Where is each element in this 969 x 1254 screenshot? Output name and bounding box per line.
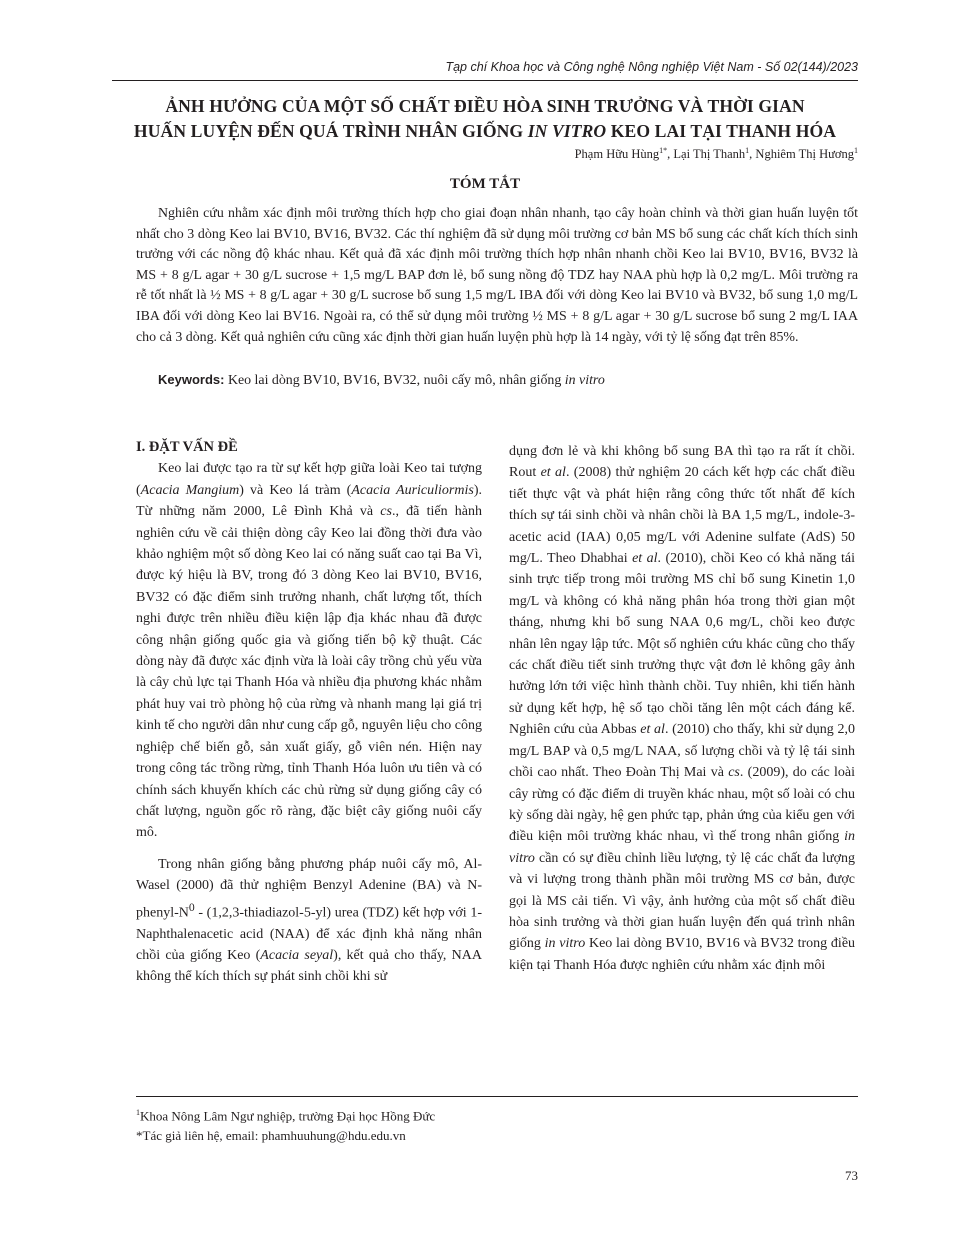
paragraph-1 — [136, 458, 482, 843]
footnote-contact: *Tác giả liên hệ, email: phamhuuhung@hdu.edu.vn — [136, 1128, 406, 1144]
p3-italic-2: et al — [632, 551, 658, 567]
author-1: Phạm Hữu Hùng — [574, 147, 660, 162]
keywords-italic: in vitro — [564, 373, 605, 388]
author-3: , Nghiêm Thị Hương — [749, 147, 854, 162]
footnotes — [136, 1103, 858, 1146]
keywords-label: Keywords: — [158, 372, 225, 387]
p2-text-c: ), kết quả cho thấy, NAA không thể kích thích sự phát sinh chồi khi sử — [136, 948, 482, 985]
header-rule — [112, 80, 858, 81]
p3-text-b: . (2008) thử nghiệm 20 cách kết hợp các chất điều tiết thực vật và phát hiện rằng công thức tốt nhất để kích thích sự tái sinh chồi và nhân chồi là BA 1,5 mg/L, indole-3-acetic acid (IAA) 0,05 mg/L với Adenine sulfate (AdS) 50 mg/L. Theo Dhabhai — [509, 465, 856, 567]
abstract-text: Nghiên cứu nhằm xác định môi trường thích hợp cho giai đoạn nhân nhanh, tạo cây hoàn chỉnh và thời gian huấn luyện tốt nhất cho 3 dòng Keo lai BV10, BV16, BV32. Các thí nghiệm đã sử dụng môi trường cơ bản MS bổ sung các chất kích thích sinh trưởng với các nồng độ khác nhau. Kết quả đã xác định môi trường thích hợp nhân nhanh chồi Keo lai BV10, BV16, BV32 là MS + 8 g/L agar + 30 g/L sucrose + 1,5 mg/L BAP đơn lẻ, bổ sung nồng độ TDZ hay NAA phù hợp là 0,2 mg/L. Môi trường ra rễ tốt nhất là ½ MS + 8 g/L agar + 30 g/L sucrose bổ sung 1,5 mg/L IBA đối với dòng Keo lai BV10 và BV32, bổ sung 1,0 mg/L IBA đối với dòng Keo lai BV16. Ngoài ra, có thể sử dụng môi trường ½ MS + 8 g/L agar + 30 g/L sucrose bổ sung 2 mg/L IAA cho cả 3 dòng. Kết quả nghiên cứu cũng xác định thời gian huấn luyện phù hợp là 14 ngày, với tỷ lệ sống đạt trên 85%. — [136, 206, 858, 345]
p3-text-c: . (2010), chồi Keo có khả năng tái sinh trực tiếp trong môi trường MS chỉ bổ sung Kinetin 1,0 mg/L và không có khả năng phân hóa trong thời gian một tháng, nhưng khi bổ sung NAA 0,6 mg/L, chồi keo được nhân lên ngay lập tức. Một số nghiên cứu khác cũng cho thấy các chất điều tiết sinh trưởng thực vật đơn lẻ không gây ảnh hưởng lớn tới việc hình thành chồi. Tuy nhiên, khi tiến hành sử dụng kết hợp, hệ số tạo chồi tăng lên một cách đáng kể. Nghiên cứu của Abbas — [509, 551, 855, 738]
title-line-1: ẢNH HƯỞNG CỦA MỘT SỐ CHẤT ĐIỀU HÒA SINH TRƯỞNG VÀ THỜI GIAN — [165, 96, 805, 116]
page-number: 73 — [845, 1168, 858, 1183]
p2-italic-1: Acacia seyal — [260, 948, 334, 963]
p1-text-b: ) và Keo lá tràm ( — [239, 482, 352, 498]
paragraph-2 — [136, 854, 482, 988]
p3-text-g: Keo lai dòng BV10, BV16 và BV32 trong điều kiện tại Thanh Hóa được nghiên cứu nhằm xác định môi — [509, 936, 856, 973]
author-2-affiliation: 1 — [745, 146, 750, 155]
journal-header: Tạp chí Khoa học và Công nghệ Nông nghiệp Việt Nam - Số 02(144)/2023 — [445, 60, 858, 74]
title-line-2-b: KEO LAI TẠI THANH HÓA — [606, 121, 837, 141]
p1-italic-3: cs — [380, 504, 392, 520]
title-line-2-italic: IN VITRO — [527, 121, 607, 141]
author-1-affiliation: 1* — [659, 146, 668, 155]
p2-text-b: - (1,2,3-thiadiazol-5-yl) urea (TDZ) kết hợp với 1-Naphthalenacetic acid (NAA) để xác định khả năng nhân chồi của giống Keo ( — [136, 905, 482, 963]
title-line-2 — [100, 119, 870, 144]
p3-text-f: cần có sự điều chỉnh liều lượng, tỷ lệ các chất đa lượng và vi lượng trong thành phần môi trường MS cơ bản, được gọi là MS cải tiến. Vì vậy, ảnh hưởng của một số chất điều hòa sinh trưởng và thời gian huấn luyện đến quá trình nhân giống — [509, 850, 855, 952]
footnote-rule — [136, 1096, 858, 1097]
footnote-affiliation-sup: 1 — [136, 1108, 140, 1117]
footnote-affiliation — [136, 1103, 858, 1126]
p3-italic-3: et al — [640, 722, 665, 738]
footnote-affiliation-text: Khoa Nông Lâm Ngư nghiệp, trường Đại học Hồng Đức — [140, 1108, 436, 1124]
p3-text-a: dụng đơn lẻ và khi không bổ sung BA thì tạo ra rất ít chồi. Rout — [509, 444, 855, 481]
author-list — [112, 146, 858, 162]
p3-text-d: . (2010) cho thấy, khi sử dụng 2,0 mg/L BAP và 0,5 mg/L NAA, số lượng chồi và tỷ lệ tái sinh chồi cao nhất. Theo Đoàn Thị Mai và — [509, 722, 855, 781]
author-2: , Lại Thị Thanh — [667, 147, 746, 162]
article-title — [100, 94, 870, 144]
right-column — [509, 441, 855, 976]
title-line-2-a: HUẤN LUYỆN ĐẾN QUÁ TRÌNH NHÂN GIỐNG — [133, 121, 528, 141]
p1-text-d: ., đã tiến hành nghiên cứu về cải thiện dòng cây Keo lai đồng thời đưa vào khảo nghiệm một số dòng Keo lai có năng suất cao tại Ba Vì, được ký hiệu là BV, trong đó 3 dòng Keo lai BV10, BV16, BV32 có đặc điểm sinh trưởng nhanh, chất lượng tốt, thích nghi được trên nhiều điều kiện lập địa khác nhau đã được công nhận giống quốc gia và giống tiến bộ kỹ thuật. Các dòng này đã được xác định vừa là loài cây trồng chủ yếu vừa là cây chủ lực tại Thanh Hóa và nhiều địa phương khác nhằm phát huy vai trò phòng hộ của rừng và nhanh mang lại giá trị kinh tế cho người dân như cung cấp gỗ, nguyên liệu cho công nghiệp chế biến gỗ, sản xuất giấy, gỗ viên nén. Hiện nay trong công tác trồng rừng, tỉnh Thanh Hóa luôn ưu tiên và có chính sách khuyến khích các chủ rừng sử dụng giống cây có chất lượng, nguồn gốc rõ ràng, đặc biệt cây giống nuôi cấy mô. — [136, 504, 483, 841]
p1-italic-1: Acacia Mangium — [140, 482, 240, 498]
paragraph-3 — [509, 441, 855, 976]
p3-italic-6: in vitro — [544, 936, 586, 952]
p3-italic-5: in vitro — [509, 829, 855, 866]
p2-superscript: 0 — [188, 900, 195, 914]
p1-text-a: Keo lai được tạo ra từ sự kết hợp giữa loài Keo tai tượng ( — [136, 461, 482, 498]
p2-text-a: Trong nhân giống bằng phương pháp nuôi cấy mô, Al-Wasel (2000) đã thử nghiệm Benzyl Adenine (BA) và N-phenyl-N — [136, 856, 482, 921]
author-3-affiliation: 1 — [854, 146, 858, 155]
section-heading: I. ĐẶT VẤN ĐỀ — [136, 439, 238, 455]
p1-text-c: ). Từ những năm 2000, Lê Đình Khả và — [136, 482, 482, 520]
keywords-text: Keo lai dòng BV10, BV16, BV32, nuôi cấy mô, nhân giống — [224, 373, 565, 388]
p3-italic-1: et al — [540, 465, 566, 481]
p3-italic-4: cs — [728, 765, 740, 781]
left-column — [136, 437, 482, 988]
p3-text-e: . (2009), do các loài cây rừng có đặc điểm di truyền khác nhau, một số loài có chu kỳ sống dài ngày, hệ gen phức tạp, phản ứng của kiểu gen với điều kiện môi trường khác nhau, vì thế trong nhân giống — [509, 765, 855, 845]
p1-italic-2: Acacia Auriculiormis — [351, 482, 474, 498]
keywords — [136, 370, 858, 391]
abstract-heading: TÓM TẮT — [449, 176, 521, 192]
